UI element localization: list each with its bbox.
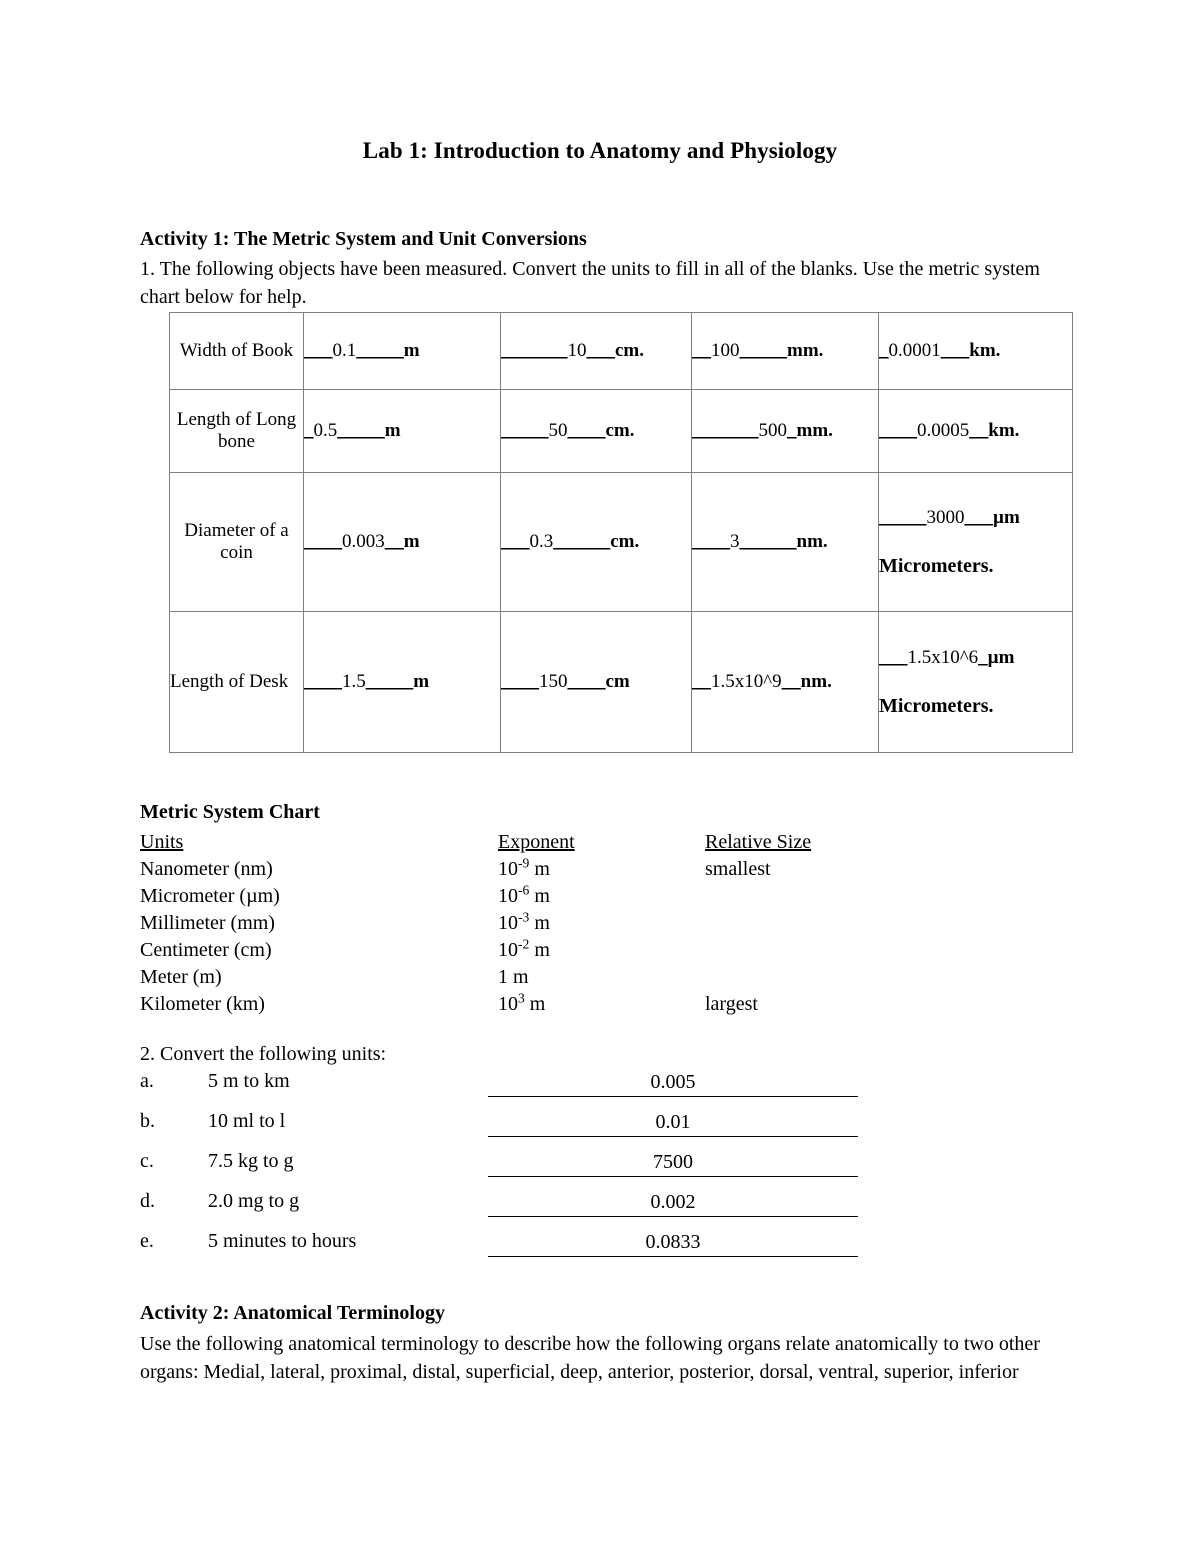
blank-post: _ xyxy=(978,646,988,668)
page-title: Lab 1: Introduction to Anatomy and Physiology xyxy=(362,138,838,163)
exponent-base: 10 xyxy=(498,993,518,1015)
cell-meters xyxy=(304,473,501,612)
column-header-exponent: Exponent xyxy=(498,831,575,853)
blank-value: 0.1 xyxy=(332,340,357,361)
blank-pre: ____ xyxy=(501,671,539,692)
exponent-power: -3 xyxy=(518,909,530,925)
unit-label: cm. xyxy=(615,340,645,361)
cell-centimeters xyxy=(501,612,692,753)
item-letter: c. xyxy=(140,1150,154,1172)
blank-value: 0.3 xyxy=(529,531,554,552)
blank-post: ___ xyxy=(964,506,993,528)
cell-centimeters xyxy=(501,390,692,473)
unit-label: km. xyxy=(988,420,1020,441)
blank-post: _____ xyxy=(337,420,385,441)
blank-value: 150 xyxy=(539,671,568,692)
item-letter: b. xyxy=(140,1110,155,1132)
unit-label: mm. xyxy=(787,340,824,361)
metric-relative-size: largest xyxy=(705,993,758,1015)
exponent-base: 10 xyxy=(498,885,518,907)
blank-post: _____ xyxy=(365,671,414,692)
exponent-suffix: m xyxy=(529,939,550,961)
metric-relative-size: smallest xyxy=(705,858,771,880)
cell-micrometers xyxy=(879,612,1073,753)
unit-label: cm xyxy=(605,671,630,692)
blank-value: 100 xyxy=(711,340,740,361)
blank-value: 10 xyxy=(567,340,587,361)
blank-post: ____ xyxy=(567,671,606,692)
blank-pre: ____ xyxy=(879,420,917,441)
item-answer-field[interactable]: 7500 xyxy=(488,1150,858,1177)
blank-post: ___ xyxy=(940,340,970,361)
blank-pre: __ xyxy=(692,340,711,361)
blank-post: __ xyxy=(781,671,801,692)
blank-value: 3 xyxy=(730,531,740,552)
exponent-base: 10 xyxy=(498,912,518,934)
list-item xyxy=(140,1150,1070,1190)
cell-nanometers xyxy=(692,612,879,753)
blank-post: ______ xyxy=(739,531,797,552)
metric-exponent xyxy=(498,910,550,937)
exponent-suffix: m xyxy=(529,885,550,907)
metric-unit-name: Meter (m) xyxy=(140,966,222,988)
row-label: Diameter of a coin xyxy=(170,473,304,612)
blank-value: 3000 xyxy=(926,506,965,528)
item-answer-field[interactable]: 0.0833 xyxy=(488,1230,858,1257)
unit-conversion-table xyxy=(169,312,1073,753)
table-row xyxy=(170,313,1073,390)
cell-meters xyxy=(304,390,501,473)
exponent-suffix: m xyxy=(508,966,529,988)
list-item xyxy=(140,1110,1070,1150)
blank-value: 0.0001 xyxy=(888,340,941,361)
blank-pre: ___ xyxy=(304,340,333,361)
blank-post: _ xyxy=(787,420,797,441)
item-answer-field[interactable]: 0.005 xyxy=(488,1070,858,1097)
cell-nanometers xyxy=(692,473,879,612)
cell-kilometers xyxy=(879,313,1073,390)
blank-post: __ xyxy=(969,420,989,441)
list-item xyxy=(140,1070,1070,1110)
row-label: Length of Long bone xyxy=(170,390,304,473)
unit-label: m xyxy=(403,340,420,361)
blank-post: ______ xyxy=(553,531,611,552)
activity-2-body: Use the following anatomical terminology to describe how the following organs relate anatomically to two other organs: Medial, lateral, proximal, distal, superficial, deep, anterior, posterior, dorsal, ventral, superior, inferior xyxy=(140,1333,1040,1384)
unit-label: mm. xyxy=(796,420,833,441)
exponent-suffix: m xyxy=(529,912,550,934)
metric-chart-row xyxy=(140,883,1070,910)
blank-post: _____ xyxy=(356,340,404,361)
unit-note: Micrometers. xyxy=(879,694,994,717)
item-letter: d. xyxy=(140,1190,155,1212)
blank-post: _____ xyxy=(739,340,787,361)
unit-label: cm. xyxy=(610,531,640,552)
row-label: Width of Book xyxy=(170,313,304,390)
metric-unit-name: Nanometer (nm) xyxy=(140,858,273,880)
blank-pre: ___ xyxy=(879,646,908,668)
metric-chart-row xyxy=(140,910,1070,937)
exponent-power: -9 xyxy=(518,855,530,871)
cell-centimeters xyxy=(501,473,692,612)
metric-unit-name: Millimeter (mm) xyxy=(140,912,275,934)
metric-system-chart xyxy=(140,829,1070,1018)
metric-exponent xyxy=(498,937,550,964)
unit-label: m xyxy=(413,671,430,692)
list-item xyxy=(140,1230,1070,1270)
blank-value: 1.5 xyxy=(342,671,366,692)
cell-meters xyxy=(304,313,501,390)
blank-pre: _____ xyxy=(879,506,927,528)
blank-post: ____ xyxy=(567,420,606,441)
unit-label: cm. xyxy=(605,420,635,441)
unit-label: m xyxy=(403,531,420,552)
metric-chart-header-row xyxy=(140,829,1070,856)
blank-value: 0.0005 xyxy=(917,420,970,441)
blank-value: 0.5 xyxy=(313,420,338,441)
blank-post: ___ xyxy=(586,340,615,361)
metric-chart-row xyxy=(140,856,1070,883)
unit-label: nm. xyxy=(796,531,828,552)
metric-unit-name: Micrometer (µm) xyxy=(140,885,280,907)
item-letter: e. xyxy=(140,1230,154,1252)
blank-pre: _____ xyxy=(501,420,549,441)
question-2-heading: 2. Convert the following units: xyxy=(140,1043,387,1065)
activity-2-heading: Activity 2: Anatomical Terminology xyxy=(140,1302,445,1324)
exponent-suffix: m xyxy=(529,858,550,880)
unit-label: m xyxy=(384,420,401,441)
item-answer-field[interactable]: 0.002 xyxy=(488,1190,858,1217)
metric-exponent xyxy=(498,991,545,1018)
item-prompt: 5 minutes to hours xyxy=(208,1230,357,1252)
exponent-base: 1 xyxy=(498,966,508,988)
unit-label: µm xyxy=(987,646,1015,668)
activity-1-heading: Activity 1: The Metric System and Unit Conversions xyxy=(140,228,587,250)
cell-millimeters xyxy=(692,390,879,473)
unit-label: km. xyxy=(969,340,1001,361)
blank-value: 0.003 xyxy=(342,531,385,552)
metric-unit-name: Kilometer (km) xyxy=(140,993,265,1015)
exponent-suffix: m xyxy=(524,993,546,1015)
table-row xyxy=(170,390,1073,473)
table-row xyxy=(170,473,1073,612)
item-prompt: 7.5 kg to g xyxy=(208,1150,294,1172)
cell-micrometers xyxy=(879,473,1073,612)
unit-label: nm. xyxy=(800,671,832,692)
metric-chart-row xyxy=(140,991,1070,1018)
blank-post: __ xyxy=(384,531,404,552)
exponent-power: -6 xyxy=(518,882,530,898)
item-letter: a. xyxy=(140,1070,154,1092)
item-answer-field[interactable]: 0.01 xyxy=(488,1110,858,1137)
exponent-power: -2 xyxy=(518,936,530,952)
row-label: Length of Desk xyxy=(170,612,304,753)
table-row xyxy=(170,612,1073,753)
blank-pre: ___ xyxy=(501,531,530,552)
blank-value: 1.5x10^6 xyxy=(907,646,979,668)
blank-pre: _______ xyxy=(501,340,568,361)
metric-chart-heading: Metric System Chart xyxy=(140,801,320,823)
question-2-list xyxy=(140,1070,1070,1270)
metric-chart-row xyxy=(140,937,1070,964)
exponent-base: 10 xyxy=(498,858,518,880)
cell-millimeters xyxy=(692,313,879,390)
blank-pre: __ xyxy=(692,671,711,692)
blank-pre: _ xyxy=(879,340,889,361)
metric-exponent xyxy=(498,883,550,910)
metric-exponent xyxy=(498,964,529,991)
cell-meters xyxy=(304,612,501,753)
column-header-relative-size: Relative Size xyxy=(705,831,812,853)
blank-value: 50 xyxy=(548,420,568,441)
blank-value: 500 xyxy=(758,420,787,441)
metric-exponent xyxy=(498,856,550,883)
item-prompt: 2.0 mg to g xyxy=(208,1190,300,1212)
blank-pre: ____ xyxy=(304,531,342,552)
blank-pre: _______ xyxy=(692,420,759,441)
blank-pre: ____ xyxy=(692,531,730,552)
metric-unit-name: Centimeter (cm) xyxy=(140,939,272,961)
cell-centimeters xyxy=(501,313,692,390)
cell-kilometers xyxy=(879,390,1073,473)
unit-note: Micrometers. xyxy=(879,554,994,577)
exponent-power: 3 xyxy=(518,990,525,1006)
item-prompt: 5 m to km xyxy=(208,1070,290,1092)
blank-pre: ____ xyxy=(304,671,342,692)
unit-label: µm xyxy=(993,506,1020,528)
blank-value: 1.5x10^9 xyxy=(711,671,782,692)
list-item xyxy=(140,1190,1070,1230)
exponent-base: 10 xyxy=(498,939,518,961)
activity-1-question-1: 1. The following objects have been measured. Convert the units to fill in all of the blanks. Use the metric system chart below for help. xyxy=(140,258,1040,309)
blank-pre: _ xyxy=(304,420,314,441)
item-prompt: 10 ml to l xyxy=(208,1110,286,1132)
metric-chart-row xyxy=(140,964,1070,991)
column-header-units: Units xyxy=(140,831,184,853)
